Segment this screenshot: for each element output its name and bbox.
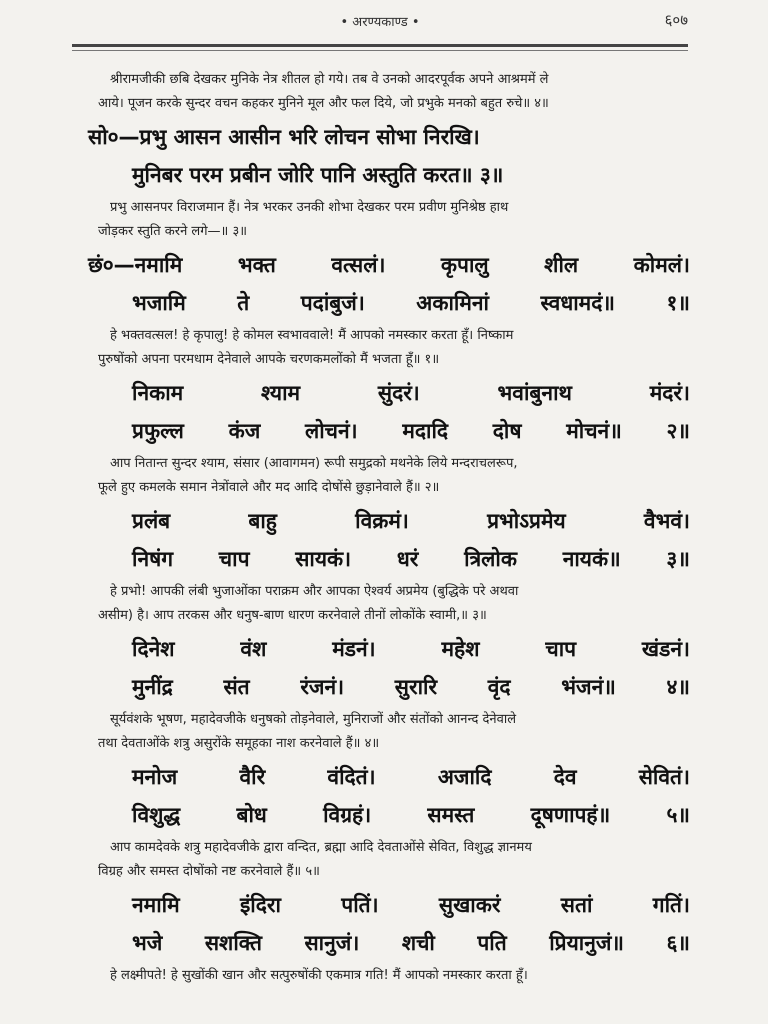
verse-word: बोध bbox=[236, 803, 267, 827]
verse-word: नमामि bbox=[132, 893, 180, 917]
verse-word: निषंग bbox=[132, 547, 174, 571]
verse-word: वंश bbox=[240, 637, 267, 661]
verse-word: सुरारि bbox=[394, 675, 438, 699]
verse-stanza bbox=[88, 246, 690, 322]
verse-word: खंडनं। bbox=[641, 637, 690, 661]
verse-word: पदांबुजं। bbox=[300, 291, 365, 315]
verse-word: सुखाकरं bbox=[438, 893, 501, 917]
verse-word: प्रियानुजं॥ bbox=[549, 931, 625, 955]
verse-word: मुनिबर परम प्रबीन जोरि पानि अस्तुति करत॥ ३॥ bbox=[132, 163, 504, 187]
translation-paragraph bbox=[98, 836, 690, 884]
translation-paragraph bbox=[98, 68, 690, 116]
translation-line: आप नितान्त सुन्दर श्याम, संसार (आवागमन) रूपी समुद्रको मथनेके लिये मन्दराचलरूप, bbox=[110, 456, 518, 471]
translation-line: आये। पूजन करके सुन्दर वचन कहकर मुनिने मूल और फल दिये, जो प्रभुके मनको बहुत रुचे॥ ४॥ bbox=[98, 96, 549, 111]
verse-word: भजे bbox=[132, 931, 163, 955]
verse-line bbox=[98, 156, 690, 194]
translation-paragraph bbox=[98, 580, 690, 628]
translation-line: हे भक्तवत्सल! हे कृपालु! हे कोमल स्वभाववाले! मैं आपको नमस्कार करता हूँ। निष्काम bbox=[110, 328, 514, 343]
translation-paragraph bbox=[98, 452, 690, 500]
verse-word: विक्रमं। bbox=[355, 509, 409, 533]
verse-word: मंडनं। bbox=[332, 637, 376, 661]
verse-stanza bbox=[98, 374, 690, 450]
verse-word: गतिं। bbox=[652, 893, 690, 917]
verse-word: संत bbox=[223, 675, 250, 699]
verse-word: चाप bbox=[218, 547, 250, 571]
verse-word: चाप bbox=[545, 637, 577, 661]
verse-word: निकाम bbox=[132, 381, 184, 405]
verse-word: इंदिरा bbox=[240, 893, 281, 917]
verse-word: २॥ bbox=[666, 419, 690, 443]
verse-word: वृंद bbox=[487, 675, 511, 699]
verse-word: सानुजं। bbox=[304, 931, 360, 955]
verse-line bbox=[98, 630, 690, 668]
translation-line: आप कामदेवके शत्रु महादेवजीके द्वारा वन्दित, ब्रह्मा आदि देवताओंसे सेवित, विशुद्ध ज्ञानमय bbox=[110, 840, 532, 855]
verse-word: प्रभोऽप्रमेय bbox=[487, 509, 566, 533]
verse-word: सुंदरं। bbox=[377, 381, 420, 405]
translation-line: पुरुषोंको अपना परमधाम देनेवाले आपके चरणकमलोंको मैं भजता हूँ॥ १॥ bbox=[98, 352, 440, 367]
verse-word: बाहु bbox=[248, 509, 277, 533]
header-rule-thin bbox=[72, 50, 688, 51]
verse-word: लोचनं। bbox=[304, 419, 358, 443]
verse-word: ४॥ bbox=[666, 675, 690, 699]
verse-word: मदादि bbox=[402, 419, 449, 443]
translation-line: श्रीरामजीकी छबि देखकर मुनिके नेत्र शीतल हो गये। तब वे उनको आदरपूर्वक अपने आश्रममें ले bbox=[110, 72, 549, 87]
verse-word: प्रलंब bbox=[132, 509, 171, 533]
verse-word: प्रफुल्ल bbox=[132, 419, 184, 443]
verse-word: त्रिलोक bbox=[464, 547, 517, 571]
verse-word: मोचनं॥ bbox=[566, 419, 622, 443]
verse-stanza bbox=[88, 118, 690, 194]
verse-word: ५॥ bbox=[666, 803, 690, 827]
translation-line: विग्रह और समस्त दोषोंको नष्ट करनेवाले हैं॥ ५॥ bbox=[98, 864, 320, 879]
verse-stanza bbox=[98, 758, 690, 834]
verse-word: देव bbox=[553, 765, 577, 789]
translation-paragraph bbox=[98, 324, 690, 372]
verse-word: नायकं॥ bbox=[562, 547, 621, 571]
verse-word: सशक्ति bbox=[204, 931, 262, 955]
verse-line bbox=[98, 412, 690, 450]
translation-line: जोड़कर स्तुति करने लगे—॥ ३॥ bbox=[98, 224, 248, 239]
verse-line bbox=[98, 886, 690, 924]
verse-line bbox=[98, 540, 690, 578]
translation-paragraph bbox=[98, 708, 690, 756]
verse-word: सतां bbox=[560, 893, 593, 917]
verse-word: कंज bbox=[228, 419, 261, 443]
verse-stanza bbox=[98, 630, 690, 706]
verse-word: वंदितं। bbox=[327, 765, 376, 789]
translation-line: प्रभु आसनपर विराजमान हैं। नेत्र भरकर उनकी शोभा देखकर परम प्रवीण मुनिश्रेष्ठ हाथ bbox=[110, 200, 509, 215]
verse-line bbox=[98, 374, 690, 412]
verse-word: मंदरं। bbox=[649, 381, 690, 405]
verse-word: वैभवं। bbox=[643, 509, 690, 533]
verse-word: सो०—प्रभु आसन आसीन भरि लोचन सोभा निरखि। bbox=[88, 125, 480, 149]
verse-word: शील bbox=[544, 253, 579, 277]
verse-line bbox=[98, 668, 690, 706]
translation-line: फूले हुए कमलके समान नेत्रोंवाले और मद आदि दोषोंसे छुड़ानेवाले हैं॥ २॥ bbox=[98, 480, 440, 495]
page-body bbox=[88, 68, 690, 988]
verse-word: भक्त bbox=[237, 253, 276, 277]
verse-word: विग्रहं। bbox=[323, 803, 372, 827]
verse-word: मनोज bbox=[132, 765, 178, 789]
verse-word: पति bbox=[477, 931, 507, 955]
verse-line bbox=[88, 246, 690, 284]
verse-word: छं०—नमामि bbox=[88, 253, 183, 277]
verse-word: धरं bbox=[396, 547, 419, 571]
translation-paragraph bbox=[98, 196, 690, 244]
verse-word: शची bbox=[401, 931, 435, 955]
verse-word: कोमलं। bbox=[633, 253, 690, 277]
verse-word: सायकं। bbox=[295, 547, 352, 571]
verse-word: दिनेश bbox=[132, 637, 175, 661]
verse-line bbox=[88, 118, 690, 156]
translation-line: सूर्यवंशके भूषण, महादेवजीके धनुषको तोड़नेवाले, मुनिराजों और संतोंको आनन्द देनेवाले bbox=[110, 712, 517, 727]
translation-line: हे लक्ष्मीपते! हे सुखोंकी खान और सत्पुरुषोंकी एकमात्र गति! मैं आपको नमस्कार करता हूँ। bbox=[110, 968, 528, 983]
verse-word: अकामिनां bbox=[416, 291, 489, 315]
verse-word: मुनींद्र bbox=[132, 675, 173, 699]
verse-word: समस्त bbox=[427, 803, 475, 827]
verse-word: दूषणापहं॥ bbox=[530, 803, 611, 827]
translation-line: हे प्रभो! आपकी लंबी भुजाओंका पराक्रम और आपका ऐश्वर्य अप्रमेय (बुद्धिके परे अथवा bbox=[110, 584, 519, 599]
verse-word: सेवितं। bbox=[638, 765, 690, 789]
verse-word: विशुद्ध bbox=[132, 803, 181, 827]
translation-paragraph bbox=[98, 964, 690, 988]
verse-word: वैरि bbox=[239, 765, 266, 789]
verse-word: महेश bbox=[441, 637, 480, 661]
verse-word: अजादि bbox=[437, 765, 492, 789]
verse-word: दोष bbox=[492, 419, 522, 443]
verse-line bbox=[98, 796, 690, 834]
verse-word: कृपालु bbox=[440, 253, 489, 277]
running-header bbox=[72, 10, 688, 32]
verse-word: भवांबुनाथ bbox=[497, 381, 572, 405]
verse-stanza bbox=[98, 502, 690, 578]
translation-line: असीम) है। आप तरकस और धनुष-बाण धारण करनेवाले तीनों लोकोंके स्वामी,॥ ३॥ bbox=[98, 608, 487, 623]
verse-word: स्वधामदं॥ bbox=[540, 291, 615, 315]
verse-word: ६॥ bbox=[666, 931, 690, 955]
verse-word: भजामि bbox=[132, 291, 186, 315]
verse-word: ते bbox=[237, 291, 250, 315]
verse-line bbox=[98, 502, 690, 540]
verse-word: १॥ bbox=[666, 291, 690, 315]
verse-line bbox=[98, 924, 690, 962]
verse-word: वत्सलं। bbox=[331, 253, 386, 277]
verse-word: श्याम bbox=[261, 381, 301, 405]
chapter-title: • अरण्यकाण्ड • bbox=[340, 15, 420, 30]
verse-word: भंजनं॥ bbox=[561, 675, 616, 699]
verse-word: ३॥ bbox=[666, 547, 690, 571]
header-rule-thick bbox=[72, 44, 688, 47]
verse-line bbox=[98, 758, 690, 796]
verse-stanza bbox=[98, 886, 690, 962]
verse-word: रंजनं। bbox=[300, 675, 345, 699]
verse-line bbox=[98, 284, 690, 322]
page-number: ६०७ bbox=[664, 11, 688, 29]
verse-word: पतिं। bbox=[341, 893, 379, 917]
translation-line: तथा देवताओंके शत्रु असुरोंके समूहका नाश करनेवाले हैं॥ ४॥ bbox=[98, 736, 380, 751]
